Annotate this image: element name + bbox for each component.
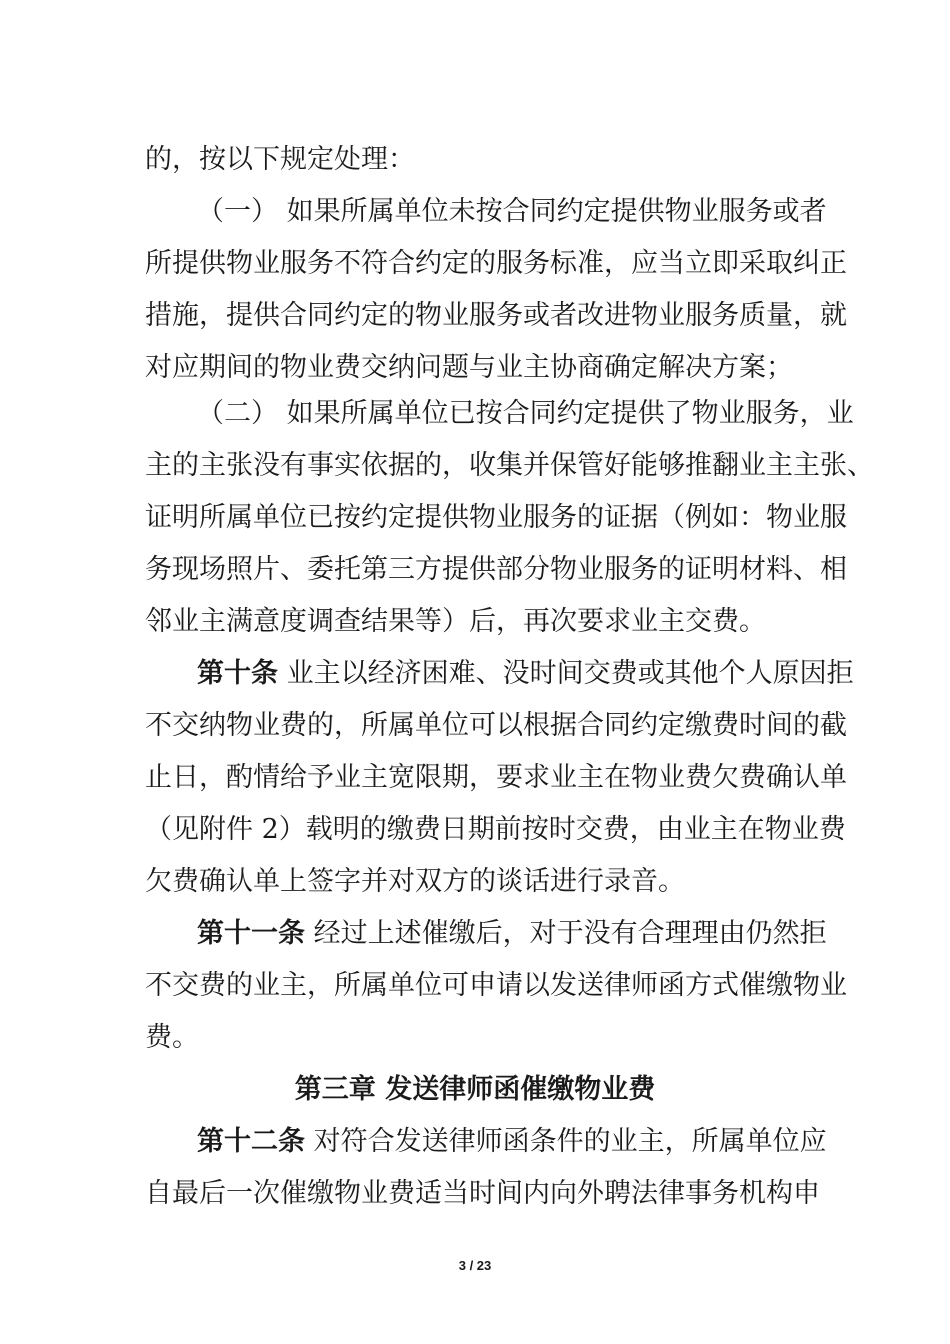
item-two-line-1: （二） 如果所属单位已按合同约定提供了物业服务，业	[197, 398, 854, 429]
article-twelve-first-line	[197, 1124, 827, 1160]
article-twelve-first-text: 对符合发送律师函条件的业主，所属单位应	[305, 1126, 827, 1157]
item-two-line-5: 邻业主满意度调查结果等）后，再次要求业主交费。	[145, 606, 766, 637]
chapter-heading: 第三章 发送律师函催缴物业费	[294, 1074, 656, 1105]
article-eleven-line-3: 费。	[145, 1022, 199, 1053]
article-ten-first-text: 业主以经济困难、没时间交费或其他个人原因拒	[278, 658, 854, 689]
page-number: 3 / 23	[458, 1258, 492, 1273]
article-ten-line-5: 欠费确认单上签字并对双方的谈话进行录音。	[145, 866, 685, 897]
item-one-line-2: 所提供物业服务不符合约定的服务标准，应当立即采取纠正	[145, 248, 847, 279]
item-two-line-2: 主的主张没有事实依据的，收集并保管好能够推翻业主主张、	[145, 450, 874, 481]
article-ten-line-3: 止日，酌情给予业主宽限期，要求业主在物业费欠费确认单	[145, 762, 847, 793]
article-ten-first-line	[197, 656, 854, 692]
item-two-line-3: 证明所属单位已按约定提供物业服务的证据（例如：物业服	[145, 502, 847, 533]
article-ten-line-2: 不交纳物业费的，所属单位可以根据合同约定缴费时间的截	[145, 710, 847, 741]
article-eleven-first-text: 经过上述催缴后，对于没有合理理由仍然拒	[305, 918, 827, 949]
item-one-line-1: （一） 如果所属单位未按合同约定提供物业服务或者	[197, 196, 827, 227]
item-one-line-3: 措施，提供合同约定的物业服务或者改进物业服务质量，就	[145, 300, 847, 331]
article-eleven-first-line	[197, 916, 827, 952]
article-ten-label: 第十条	[197, 658, 278, 689]
intro-line: 的，按以下规定处理：	[145, 144, 415, 175]
article-twelve-line-2: 自最后一次催缴物业费适当时间内向外聘法律事务机构申	[145, 1178, 820, 1209]
item-two-line-4: 务现场照片、委托第三方提供部分物业服务的证明材料、相	[145, 554, 847, 585]
article-eleven-line-2: 不交费的业主，所属单位可申请以发送律师函方式催缴物业	[145, 970, 847, 1001]
article-eleven-label: 第十一条	[197, 918, 305, 949]
article-ten-line-4: （见附件 2）载明的缴费日期前按时交费，由业主在物业费	[145, 814, 846, 845]
article-twelve-label: 第十二条	[197, 1126, 305, 1157]
item-one-line-4: 对应期间的物业费交纳问题与业主协商确定解决方案；	[145, 352, 793, 383]
